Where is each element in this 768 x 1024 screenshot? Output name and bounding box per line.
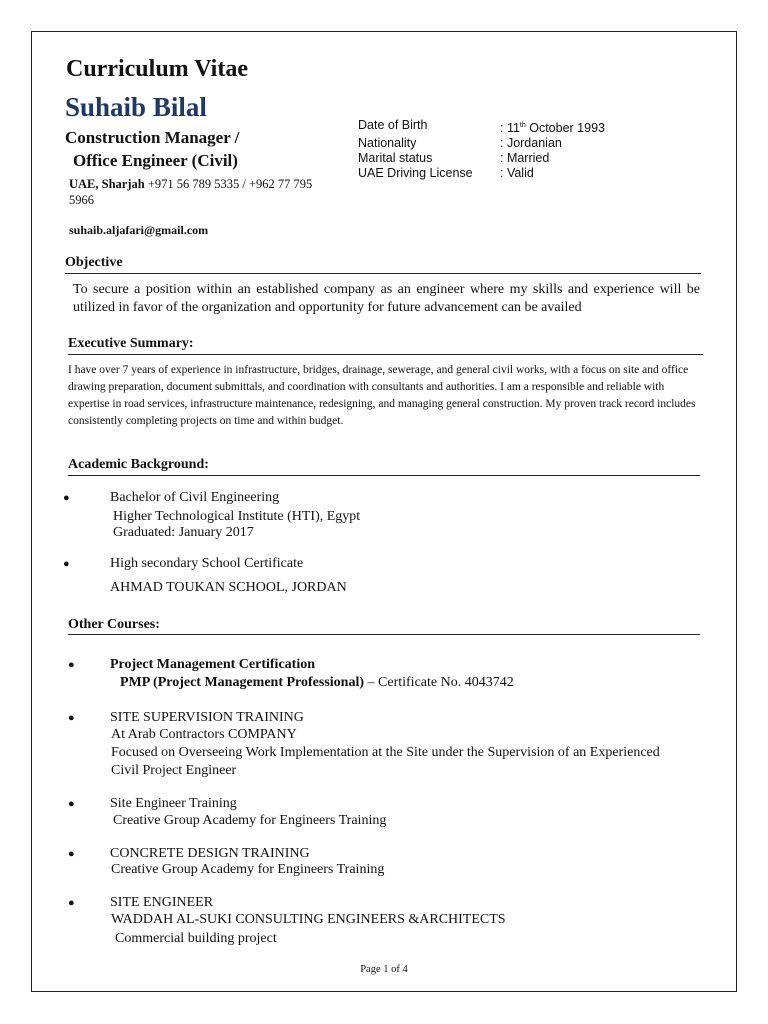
summary-text: I have over 7 years of experience in infrastructure, bridges, drainage, sewerage, and general civil works, with a focus on site and office drawing preparation, document submittals, and coordination with consultants and authorities. I am a responsible and reliable with expertise in road services, infrastructure maintenance, redesigning, and managing general construction. My proven track record includes consistently completing projects on time and within budget. — [68, 364, 696, 427]
course-concrete-title: CONCRETE DESIGN TRAINING — [110, 846, 310, 861]
course-site-engineer-org: Creative Group Academy for Engineers Training — [113, 813, 387, 828]
dob-value: : 11th October 1993 — [500, 121, 605, 135]
objective-heading: Objective — [65, 255, 123, 270]
phone-numbers: +971 56 789 5335 / +962 77 795 5966 — [69, 177, 313, 207]
dob-row — [358, 118, 605, 136]
objective-text: To secure a position within an established company as an engineer where my skills and experience will be utilized in favor of the organization and opportunity for future advancement can be availed — [73, 282, 700, 315]
course-site-engineer-title: Site Engineer Training — [110, 796, 237, 811]
courses-heading: Other Courses: — [68, 617, 160, 632]
course-concrete-org: Creative Group Academy for Engineers Training — [111, 862, 385, 877]
bullet-icon: ● — [68, 659, 75, 671]
degree-institute: Higher Technological Institute (HTI), Egypt — [113, 509, 361, 524]
course-pm-title: Project Management Certification — [110, 657, 315, 672]
school-certificate: High secondary School Certificate — [110, 556, 304, 571]
course-supervision-title: SITE SUPERVISION TRAINING — [110, 710, 304, 725]
nationality-value: : Jordanian — [500, 136, 562, 150]
license-row — [358, 166, 605, 181]
academic-rule — [68, 475, 700, 476]
school-name: AHMAD TOUKAN SCHOOL, JORDAN — [110, 580, 347, 595]
job-title-line2: Office Engineer (Civil) — [73, 151, 238, 170]
marital-value: : Married — [500, 151, 550, 165]
courses-rule — [68, 634, 700, 635]
candidate-name: Suhaib Bilal — [65, 92, 207, 122]
marital-label: Marital status — [358, 151, 433, 165]
course-supervision-desc: Focused on Overseeing Work Implementation at the Site under the Supervision of an Experienced — [111, 745, 660, 760]
bullet-icon: ● — [68, 798, 75, 810]
license-label: UAE Driving License — [358, 166, 473, 180]
marital-row — [358, 151, 605, 166]
experience-company: WADDAH AL-SUKI CONSULTING ENGINEERS &ARCHITECTS — [111, 912, 506, 927]
contact-phones — [69, 176, 324, 208]
bullet-icon: ● — [68, 712, 75, 724]
experience-project: Commercial building project — [115, 931, 277, 946]
bullet-icon: ● — [68, 848, 75, 860]
nationality-row — [358, 136, 605, 151]
dob-label: Date of Birth — [358, 118, 428, 132]
bullet-icon: ● — [63, 492, 70, 504]
location: UAE, Sharjah — [69, 177, 145, 191]
personal-info — [358, 118, 605, 181]
license-value: : Valid — [500, 166, 534, 180]
nationality-label: Nationality — [358, 136, 417, 150]
degree-graduated: Graduated: January 2017 — [113, 525, 254, 540]
document-title: Curriculum Vitae — [66, 56, 248, 82]
objective-rule — [65, 273, 701, 274]
degree-title: Bachelor of Civil Engineering — [110, 490, 280, 505]
academic-heading: Academic Background: — [68, 457, 209, 472]
course-supervision-desc2: Civil Project Engineer — [111, 763, 237, 778]
experience-site-engineer-title: SITE ENGINEER — [110, 895, 214, 910]
email-address: suhaib.aljafari@gmail.com — [69, 223, 209, 237]
course-pm-detail: PMP (Project Management Professional) – Certificate No. 4043742 — [120, 675, 514, 690]
job-title-line1: Construction Manager / — [65, 128, 240, 147]
course-supervision-org: At Arab Contractors COMPANY — [111, 727, 297, 742]
bullet-icon: ● — [63, 558, 70, 570]
bullet-icon: ● — [68, 897, 75, 909]
page-number: Page 1 of 4 — [360, 964, 408, 975]
summary-rule — [68, 354, 703, 355]
summary-heading: Executive Summary: — [68, 336, 194, 351]
